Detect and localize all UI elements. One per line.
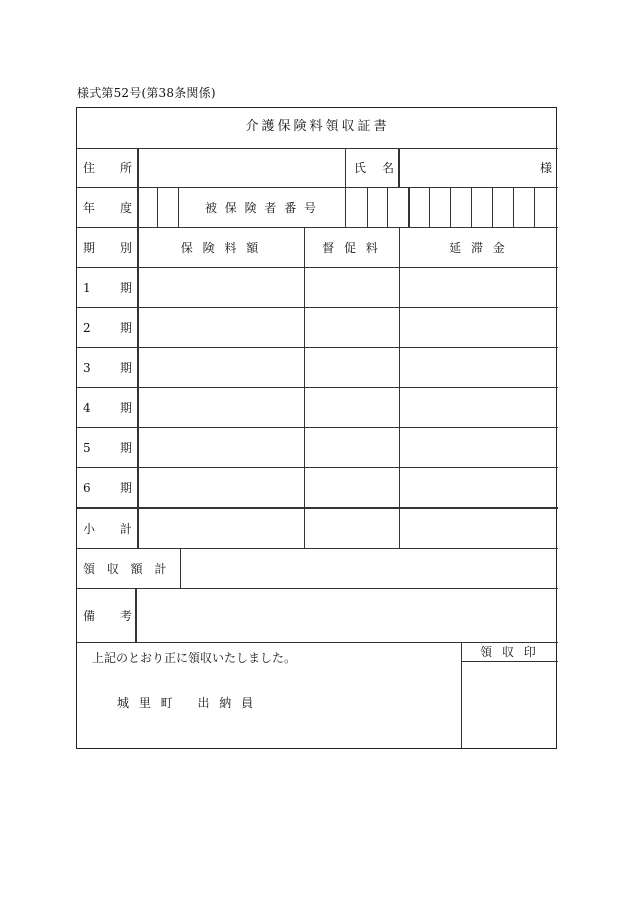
honorific: 様 [540,161,553,175]
name-field[interactable] [401,149,541,187]
year-label: 度 [120,201,133,215]
form-title: 介護保険料領収証書 [245,119,390,134]
address-label: 所 [120,161,133,175]
label-divider [135,588,137,642]
rule [77,642,558,643]
remarks-label: 備 [83,609,96,623]
rule [180,548,181,588]
rule [450,187,451,227]
rule [77,267,558,268]
label-divider [137,148,139,548]
rule [534,187,535,227]
form-caption: 様式第52号(第38条関係) [77,86,216,100]
address-label: 住 [83,161,96,175]
period-number: 5 [83,441,91,455]
remarks-label: 考 [120,609,133,623]
rule [429,187,430,227]
period-number: 1 [83,281,91,295]
rule [157,187,158,227]
rule [461,661,558,662]
rule [513,187,514,227]
receipt-statement: 上記のとおり正に領収いたしました。 [92,651,297,665]
rule [304,227,305,548]
rule [408,187,410,227]
rule [77,427,558,428]
receipt-form [76,107,557,749]
rule [77,467,558,468]
rule-thick [77,507,558,509]
period-number: 4 [83,401,91,415]
period-number: 3 [83,361,91,375]
period-unit: 期 [120,361,133,375]
rule [77,227,558,228]
year-label: 年 [83,201,96,215]
rule [77,387,558,388]
rule [345,148,346,187]
subtotal-label: 小 [83,522,96,536]
period-unit: 期 [120,321,133,335]
receipt-stamp-box[interactable] [463,664,557,748]
period-unit: 期 [120,441,133,455]
late-fee-header: 延 滞 金 [449,241,508,255]
subtotal-label: 計 [120,522,133,536]
treasurer-signature-line: 城 里 町 出 納 員 [117,696,257,710]
rule [399,227,400,548]
stamp-label: 領 収 印 [480,645,539,659]
period-label: 期 [83,241,96,255]
period-unit: 期 [120,401,133,415]
rule [77,347,558,348]
rule [387,187,388,227]
rule [77,307,558,308]
period-number: 6 [83,481,91,495]
rule [345,187,346,227]
name-label: 名 [382,161,395,175]
receipt-total-field[interactable] [182,549,557,587]
insured-number-label: 被 保 険 者 番 号 [204,201,319,215]
rule [367,187,368,227]
name-label: 氏 [354,161,367,175]
remarks-field[interactable] [138,589,557,641]
rule [398,148,400,187]
period-label: 別 [120,241,133,255]
surcharge-header: 督 促 料 [322,241,381,255]
period-unit: 期 [120,481,133,495]
address-field[interactable] [139,149,344,187]
rule [492,187,493,227]
receipt-total-label: 領 収 額 計 [83,562,171,576]
period-unit: 期 [120,281,133,295]
rule [77,187,558,188]
period-number: 2 [83,321,91,335]
premium-header: 保 険 料 額 [180,241,262,255]
rule [471,187,472,227]
